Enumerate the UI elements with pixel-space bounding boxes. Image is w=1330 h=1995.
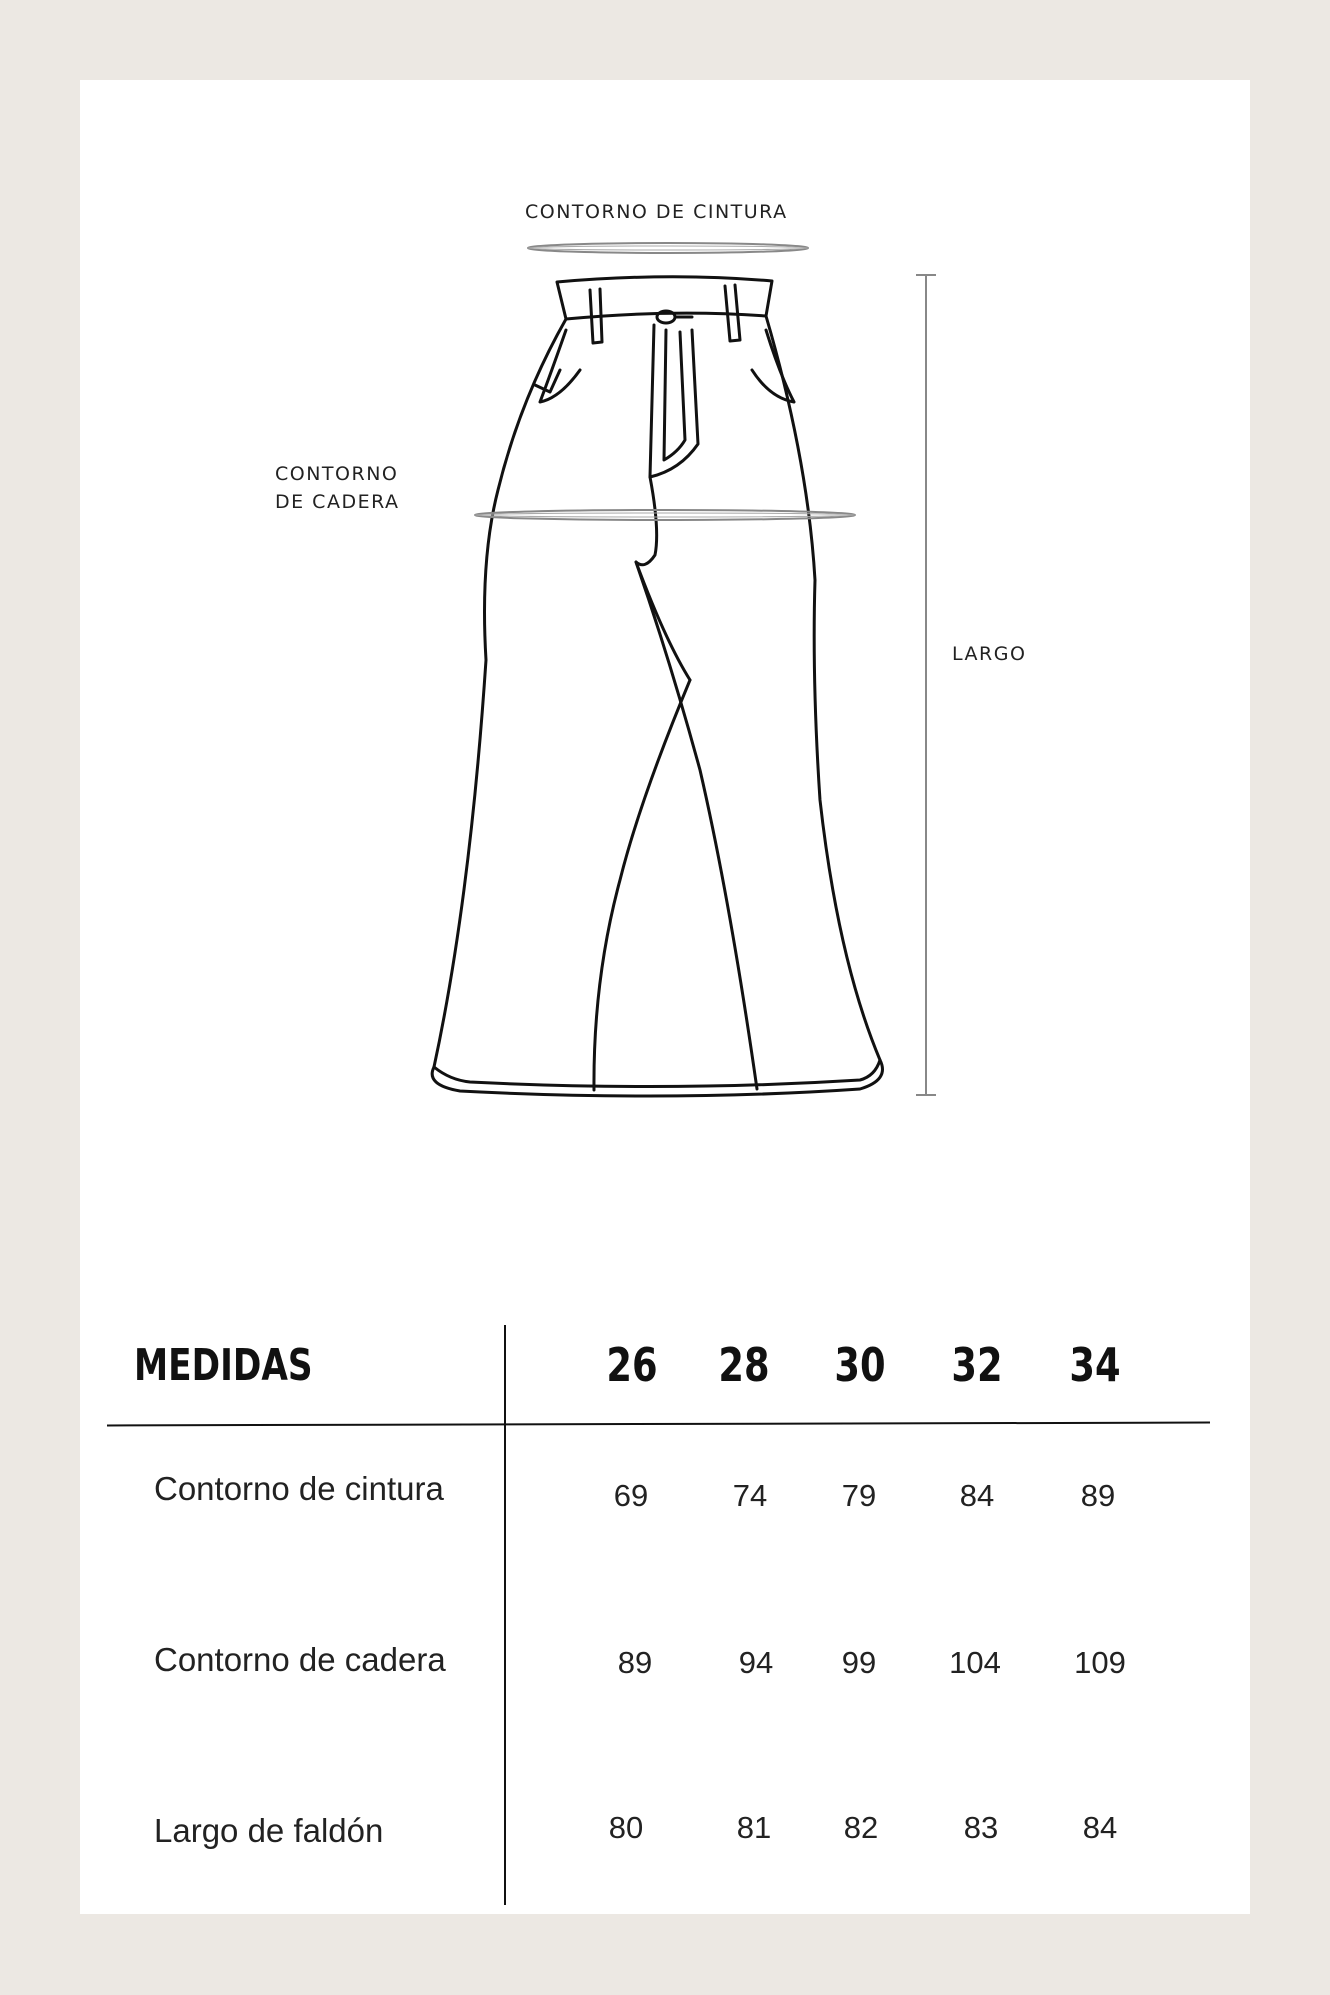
row-label-hip: Contorno de cadera [154, 1641, 446, 1678]
hip-label: CONTORNO DE CADERA [275, 463, 400, 513]
table-cell: 104 [949, 1645, 1001, 1680]
header-divider [107, 1422, 1210, 1427]
size-header: 34 [1069, 1338, 1121, 1392]
waist-label: CONTORNO DE CINTURA [525, 201, 788, 223]
size-header: 32 [951, 1338, 1003, 1392]
table-cell: 82 [843, 1810, 879, 1845]
skirt-illustration [80, 80, 1250, 1230]
size-guide-card [80, 80, 1250, 1914]
length-label: LARGO [952, 643, 1027, 665]
skirt-outline [432, 277, 882, 1096]
size-header: 28 [718, 1338, 770, 1392]
table-cell: 69 [613, 1478, 649, 1513]
table-cell: 81 [736, 1810, 772, 1845]
skirt-diagram [80, 80, 1250, 1230]
hip-measure-line [475, 510, 855, 520]
table-cell: 84 [1082, 1810, 1118, 1845]
row-label-length: Largo de faldón [154, 1812, 384, 1849]
table-cell: 99 [841, 1645, 877, 1680]
size-table [80, 1230, 1250, 1914]
row-label-waist: Contorno de cintura [154, 1470, 444, 1507]
size-header: 26 [606, 1338, 658, 1392]
table-cell: 83 [963, 1810, 999, 1845]
waist-measure-line [528, 243, 808, 253]
table-cell: 80 [608, 1810, 644, 1845]
table-heading: MEDIDAS [134, 1340, 313, 1391]
table-cell: 94 [738, 1645, 774, 1680]
table-cell: 79 [841, 1478, 877, 1513]
table-cell: 84 [959, 1478, 995, 1513]
column-divider [504, 1325, 506, 1905]
table-cell: 74 [732, 1478, 768, 1513]
table-cell: 109 [1074, 1645, 1126, 1680]
table-cell: 89 [1080, 1478, 1116, 1513]
table-cell: 89 [617, 1645, 653, 1680]
size-header: 30 [834, 1338, 886, 1392]
length-measure-line [916, 275, 936, 1095]
